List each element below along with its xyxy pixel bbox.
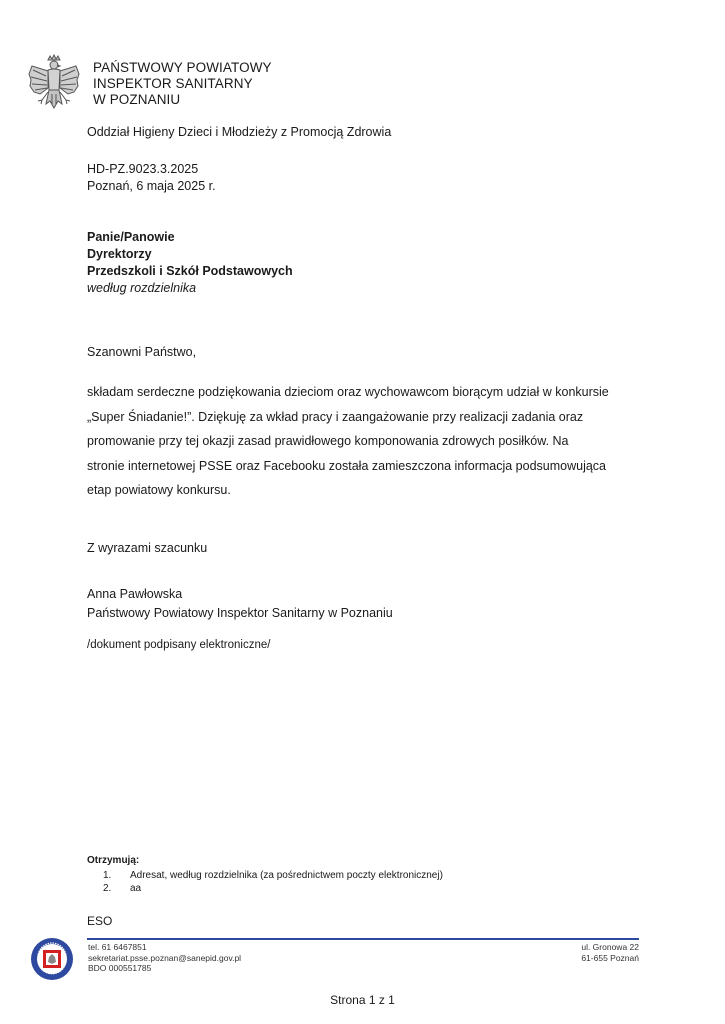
recipients-block (87, 229, 293, 297)
signer-title: Państwowy Powiatowy Inspektor Sanitarny w Poznaniu (87, 606, 393, 620)
list-item-number: 2. (103, 883, 112, 894)
recipient-line1: Panie/Panowie (87, 230, 175, 244)
office-header-line1: PAŃSTWOWY POWIATOWY (93, 60, 272, 75)
distribution-list (103, 869, 443, 895)
list-item (103, 869, 443, 882)
body-line: etap powiatowy konkursu. (87, 483, 231, 497)
greeting: Szanowni Państwo, (87, 345, 197, 359)
footer-contact (88, 942, 241, 974)
footer-phone: tel. 61 6467851 (88, 942, 147, 952)
distribution-label: Otrzymują: (87, 855, 140, 866)
list-item-text: aa (130, 883, 142, 894)
department-name: Oddział Higieny Dzieci i Młodzieży z Promocją Zdrowia (87, 125, 392, 139)
body-line: składam serdeczne podziękowania dzieciom oraz wychowawcom biorącym udział w konkursie (87, 385, 609, 399)
recipient-line4: według rozdzielnika (87, 281, 197, 295)
eso-mark: ESO (87, 914, 113, 928)
footer-street: ul. Gronowa 22 (581, 942, 639, 952)
recipient-line3: Przedszkoli i Szkół Podstawowych (87, 264, 293, 278)
body-line: promowanie przy tej okazji zasad prawidłowego komponowania zdrowych posiłków. Na (87, 434, 569, 448)
office-header-line2: INSPEKTOR SANITARNY (93, 76, 253, 91)
footer-email: sekretariat.psse.poznan@sanepid.gov.pl (88, 952, 242, 963)
reference-number: HD-PZ.9023.3.2025 (87, 162, 199, 176)
recipient-line2: Dyrektorzy (87, 247, 152, 261)
body-line: „Super Śniadanie!”. Dziękuję za wkład pracy i zaangażowanie przy realizacji zadania oraz (87, 409, 584, 424)
reference-block (87, 161, 216, 195)
place-date: Poznań, 6 maja 2025 r. (87, 179, 216, 193)
signer-name: Anna Pawłowska (87, 587, 183, 601)
eagle-emblem-icon (26, 54, 82, 116)
list-item-number: 1. (103, 870, 112, 881)
page-number: Strona 1 z 1 (330, 993, 395, 1007)
footer-bdo: BDO 000551785 (88, 963, 152, 973)
office-header (93, 60, 272, 108)
esignature-note: /dokument podpisany elektroniczne/ (87, 639, 271, 651)
office-header-line3: W POZNANIU (93, 92, 181, 107)
list-item-text: Adresat, według rozdzielnika (za pośrednictwem poczty elektronicznej) (130, 870, 443, 881)
footer-address (581, 942, 639, 963)
footer-city: 61-655 Poznań (581, 952, 639, 963)
list-item (103, 882, 443, 895)
body-line: stronie internetowej PSSE oraz Facebooku została zamieszczona informacja podsumowująca (87, 458, 607, 473)
letter-body (87, 380, 647, 503)
footer-divider (87, 938, 639, 940)
sanitary-inspection-seal-icon (30, 937, 74, 981)
signer-block (87, 585, 393, 623)
closing: Z wyrazami szacunku (87, 541, 208, 555)
